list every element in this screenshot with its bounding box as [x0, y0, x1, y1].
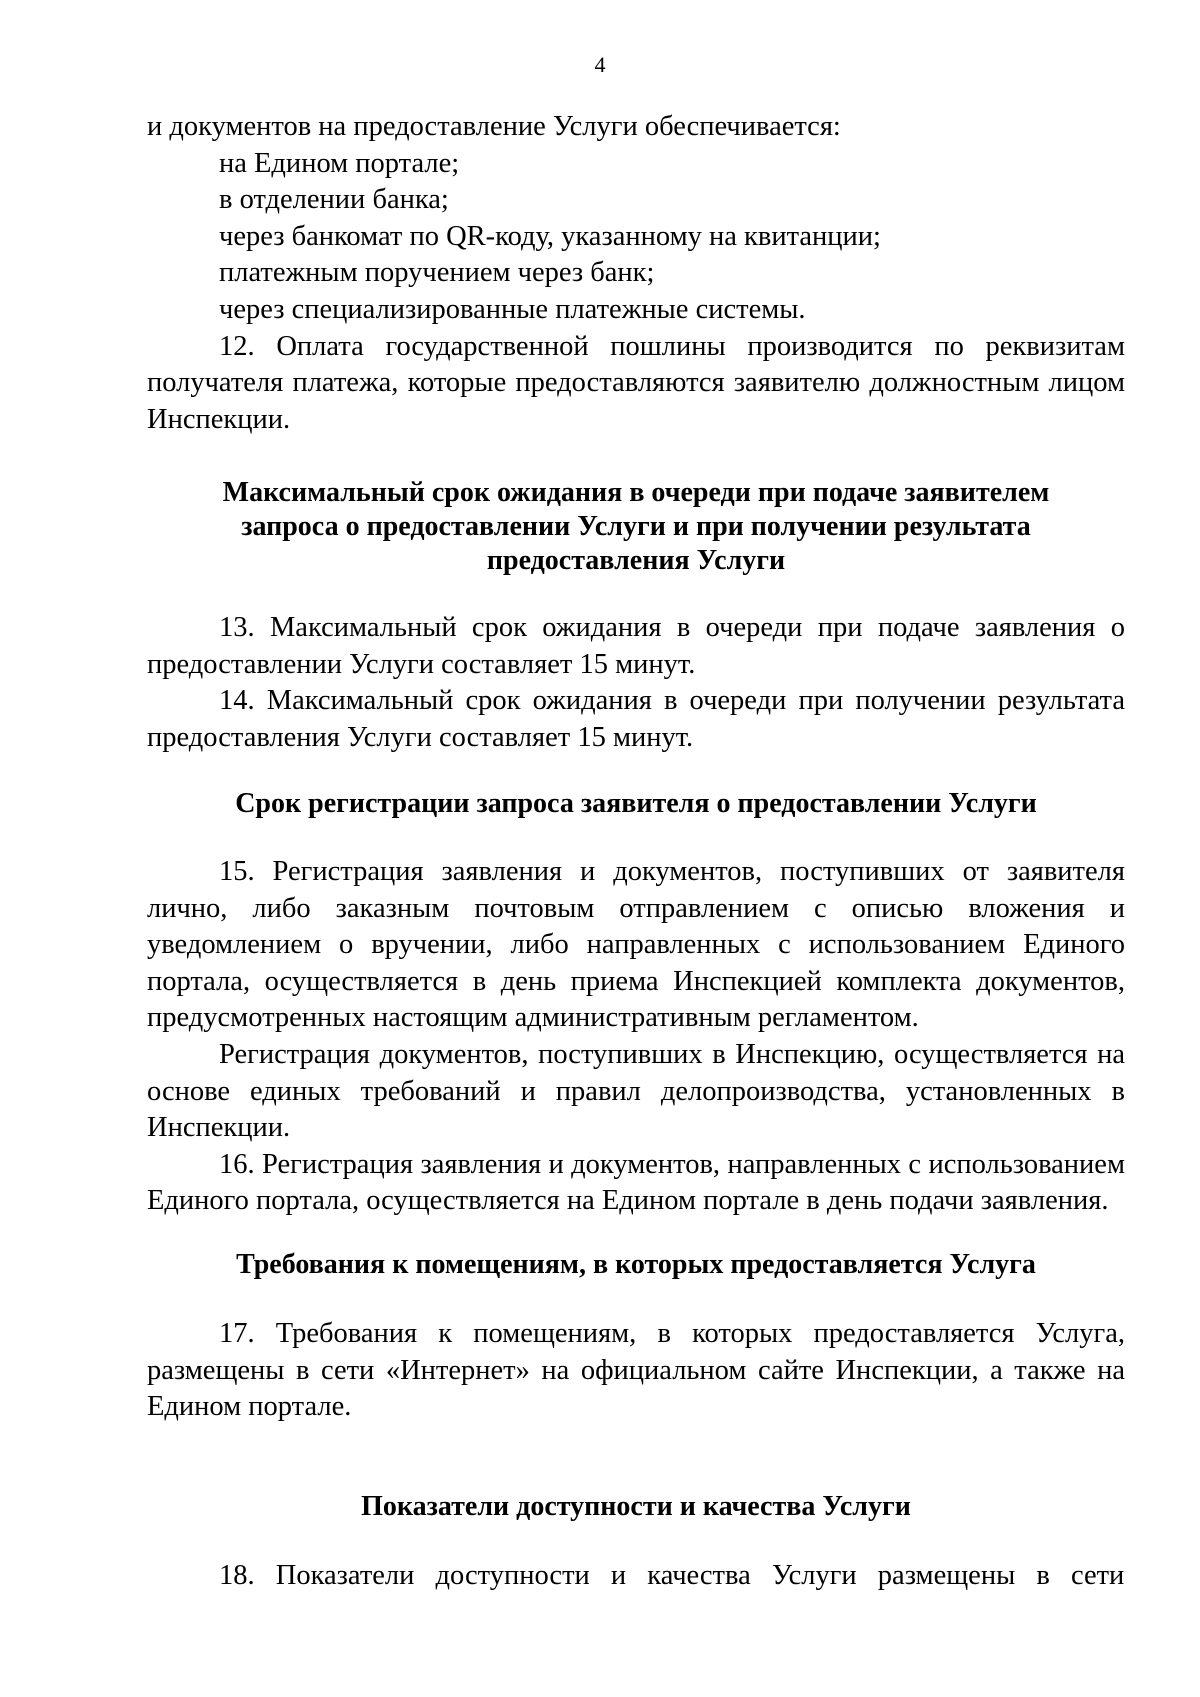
heading-line: Максимальный срок ожидания в очереди при подаче заявителем — [222, 477, 1050, 508]
list-item: платежным поручением через банк; — [219, 257, 655, 289]
heading-line: Требования к помещениям, в которых предоставляется Услуга — [236, 1249, 1036, 1280]
heading-line: запроса о предоставлении Услуги и при получении результата — [241, 511, 1031, 542]
list-item: через специализированные платежные системы. — [219, 293, 806, 325]
lead-line: и документов на предоставление Услуги обеспечивается: — [147, 111, 841, 142]
page-number: 4 — [594, 52, 606, 77]
heading-queue — [147, 476, 1125, 578]
paragraph-15b: Регистрация документов, поступивших в Инспекцию, осуществляется на основе единых требований и правил делопроизводства, установленных в Инспекции. — [147, 1038, 1125, 1144]
list-item: в отделении банка; — [219, 184, 449, 216]
paragraph-12: 12. Оплата государственной пошлины производится по реквизитам получателя платежа, которые предоставляются заявителю должностным лицом Инспекции. — [147, 330, 1125, 435]
paragraph-16: 16. Регистрация заявления и документов, направленных с использованием Единого портала, осуществляется на Едином портале в день подачи заявления. — [147, 1148, 1125, 1217]
heading-line: Показатели доступности и качества Услуги — [361, 1491, 911, 1522]
heading-line: предоставления Услуги — [486, 545, 786, 576]
queue-section — [147, 610, 1125, 756]
paragraph-15: 15. Регистрация заявления и документов, поступивших от заявителя лично, либо заказным почтовым отправлением с описью вложения и уведомлением о вручении, либо направленных с использованием Единого портала, осуществляется в день приема Инспекцией комплекта документов, предусмотренных настоящим административным регламентом. — [147, 856, 1125, 1034]
registration-section — [147, 854, 1125, 1220]
paragraph-14: 14. Максимальный срок ожидания в очереди при получении результата предоставления Услуги составляет 15 минут. — [147, 685, 1125, 753]
list-item: на Едином портале; — [219, 147, 460, 179]
list-item: через банкомат по QR-коду, указанному на квитанции; — [219, 220, 881, 252]
heading-premises — [147, 1248, 1125, 1282]
quality-section — [147, 1558, 1125, 1595]
heading-registration — [147, 787, 1125, 821]
heading-line: Срок регистрации запроса заявителя о предоставлении Услуги — [235, 788, 1037, 819]
paragraph-17: 17. Требования к помещениям, в которых предоставляется Услуга, размещены в сети «Интернет» на официальном сайте Инспекции, а также на Едином портале. — [147, 1318, 1125, 1423]
paragraph-18: 18. Показатели доступности и качества Услуги размещены в сети — [219, 1560, 1125, 1591]
heading-quality — [147, 1490, 1125, 1524]
paragraph-13: 13. Максимальный срок ожидания в очереди при подаче заявления о предоставлении Услуги составляет 15 минут. — [147, 612, 1125, 680]
payment-section — [147, 109, 1125, 438]
premises-section — [147, 1316, 1125, 1426]
